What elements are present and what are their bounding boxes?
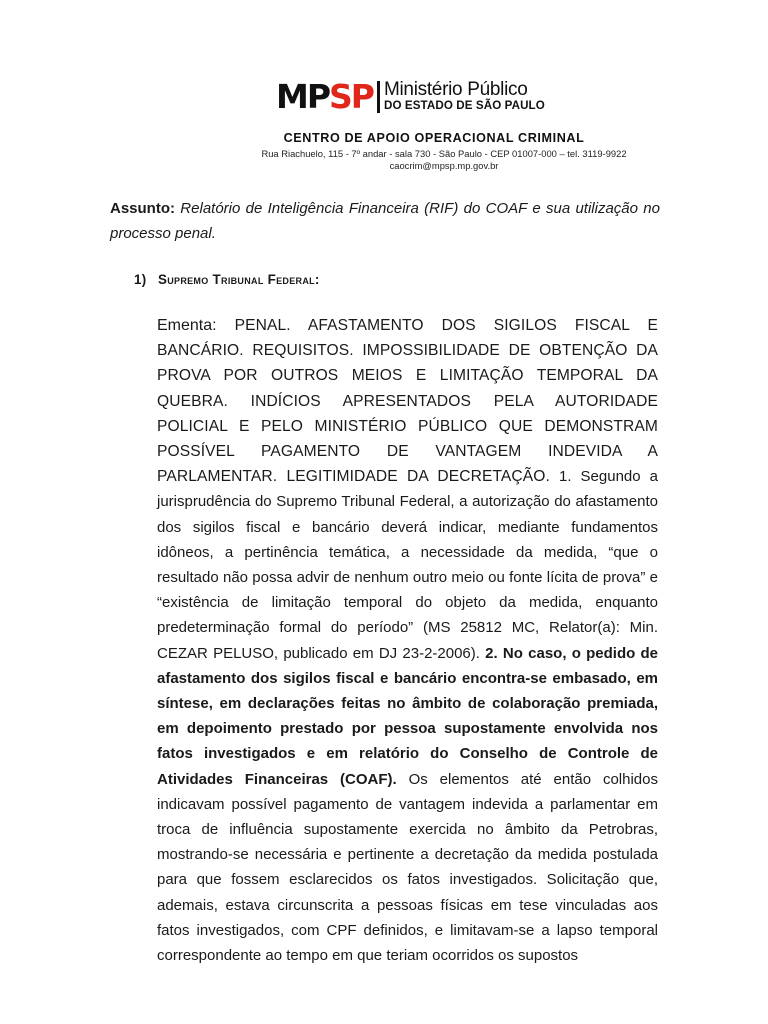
subject-text: Relatório de Inteligência Financeira (RIF) do COAF e sua utilização no processo penal. — [110, 200, 660, 242]
logo-text — [384, 81, 545, 113]
subject-paragraph — [110, 196, 660, 246]
subject-label: Assunto: — [110, 200, 175, 217]
logo-divider — [377, 81, 380, 113]
logo-line-estado: DO ESTADO DE SÃO PAULO — [383, 99, 545, 112]
ementa-paragraph — [157, 313, 658, 968]
logo-line-ministerio: Ministério Público — [383, 79, 528, 100]
section-heading — [134, 272, 320, 287]
ementa-caps-text: PENAL. AFASTAMENTO DOS SIGILOS FISCAL E BANCÁRIO. REQUISITOS. IMPOSSIBILIDADE DE OBTENÇÃO DA PROVA POR OUTROS MEIOS E LIMITAÇÃO TEMPORAL DA QUEBRA. INDÍCIOS APRESENTADOS PELA AUTORIDADE POLICIAL E PELO MINISTÉRIO PÚBLICO QUE DEMONSTRAM POSSÍVEL PAGAMENTO DE VANTAGEM INDEVIDA A PARLAMENTAR. LEGITIMIDADE DA DECRETAÇÃO. — [157, 317, 658, 486]
mpsp-logo — [276, 77, 545, 116]
ementa-label: Ementa: — [157, 317, 217, 334]
logo-sp-letters: SP — [329, 77, 373, 116]
ementa-bold-text: 2. No caso, o pedido de afastamento dos sigilos fiscal e bancário encontra-se embasado, em síntese, em declarações feitas no âmbito de colaboração premiada, em depoimento prestado por pessoa supostamente envolvida nos fatos investigados e em relatório do Conselho de Controle de Atividades Financeiras (COAF). — [157, 644, 658, 788]
header-email: caocrim@mpsp.mp.gov.br — [389, 160, 499, 171]
header-address: Rua Riachuelo, 115 - 7º andar - sala 730 - São Paulo - CEP 01007-000 – tel. 3119-9922 — [261, 148, 627, 159]
ementa-text-part2: Os elementos até então colhidos indicavam possível pagamento de vantagem indevida a parlamentar em troca de influência supostamente exercida no âmbito da Petrobras, mostrando-se necessária e pertinente a decretação da medida postulada para que fossem esclarecidos os fatos investigados. Solicitação que, ademais, estava circunscrita a pessoas físicas em tese vinculadas aos fatos investigados, com CPF definidos, e limitavam-se a lapso temporal correspondente ao tempo em que teriam ocorridos os supostos — [157, 770, 658, 965]
section-number: 1) — [134, 272, 147, 287]
ementa-text-part1: 1. Segundo a jurisprudência do Supremo Tribunal Federal, a autorização do afastamento dos sigilos fiscal e bancário deverá indicar, mediante fundamentos idôneos, a pertinência temática, a necessidade da medida, “que o resultado não possa advir de nenhum outro meio ou fonte lícita de prova” e “existência de limitação temporal do objeto da medida, enquanto predeterminação formal do período” (MS 25812 MC, Relator(a): Min. CEZAR PELUSO, publicado em DJ 23-2-2006). — [157, 468, 658, 662]
header-title: CENTRO DE APOIO OPERACIONAL CRIMINAL — [283, 131, 585, 145]
logo-mp-letters: MP — [276, 77, 330, 116]
section-title: Supremo Tribunal Federal: — [158, 272, 320, 287]
